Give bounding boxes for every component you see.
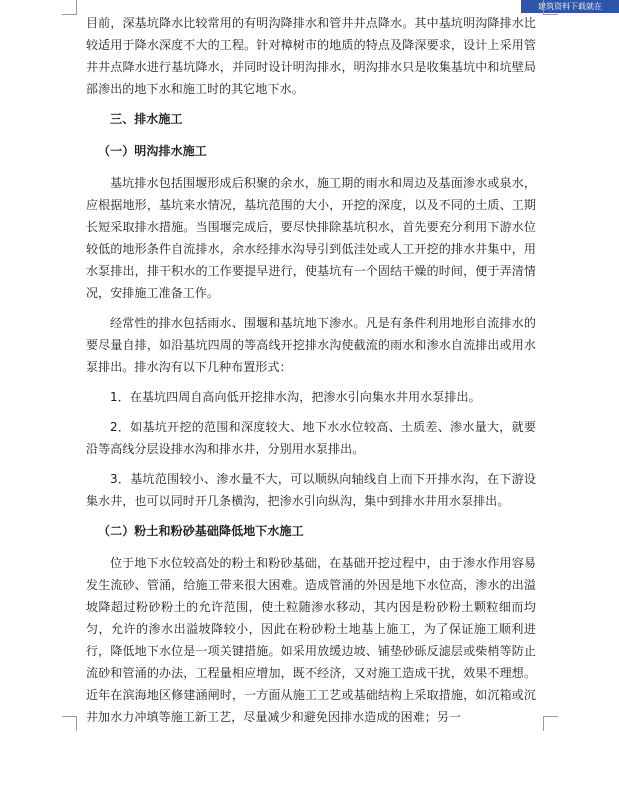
page-corner-mark-top-left: [62, 0, 77, 15]
list-item-3: 3．基坑范围较小、渗水量不大，可以顺纵向轴线自上而下开排水沟，在下游设集水井，也可以同时开几条横沟，把渗水引向纵沟，集中到排水井用水泵排出。: [86, 472, 536, 508]
page-corner-mark-bottom-left: [62, 716, 77, 731]
list-item-2: 2．如基坑开挖的范围和深度较大、地下水水位较高、土质差、渗水量大，就要沿等高线分层设排水沟和排水井，分别用水泵排出。: [86, 420, 536, 456]
document-body: [86, 12, 536, 736]
subsection-heading-open-ditch: （一）明沟排水施工: [98, 144, 207, 158]
watermark-banner: 建筑资料下载就在: [521, 0, 619, 13]
paragraph-routine-drainage: 经常性的排水包括雨水、围堰和基坑地下渗水。凡是有条件利用地形自流排水的要尽量自排，如沿基坑四周的等高线开挖排水沟使截流的雨水和渗水自流排出或用水泵排出。排水沟有以下几种布置形式：: [86, 316, 536, 374]
page-corner-mark-bottom-right: [543, 716, 558, 731]
paragraph-silt-sand-foundation: 位于地下水位较高处的粉土和粉砂基础，在基础开挖过程中，由于渗水作用容易发生流砂、管涌，给施工带来很大困难。造成管涌的外因是地下水位高，渗水的出溢坡降超过粉砂粉土的允许范围，使土粒随渗水移动，其内因是粉砂粉土颗粒细而均匀，允许的渗水出溢坡降较小，因此在粉砂粉土地基上施工，为了保证施工顺利进行，降低地下水位是一项关键措施。如采用放缓边坡、铺垫砂砾反滤层或柴梢等防止流砂和管涌的办法，工程量相应增加，既不经济，又对施工造成干扰，效果不理想。近年在滨海地区修建涵闸时，一方面从施工工艺或基础结构上采取措施，如沉箱或沉井加水力冲填等施工新工艺，尽量减少和避免因排水造成的困难；另一: [86, 556, 536, 724]
list-item-1: 1．在基坑四周自高向低开挖排水沟，把渗水引向集水井用水泵排出。: [110, 390, 481, 404]
paragraph-dewatering-overview: 目前，深基坑降水比较常用的有明沟降排水和管井井点降水。其中基坑明沟降排水比较适用于降水深度不大的工程。针对樟树市的地质的特点及降深要求，设计上采用管井井点降水进行基坑降水，并同时设计明沟排水，明沟排水只是收集基坑中和坑壁局部渗出的地下水和施工时的其它地下水。: [86, 16, 536, 96]
page-corner-mark-top-right: [543, 0, 558, 15]
paragraph-pit-drainage: 基坑排水包括围堰形成后积聚的余水，施工期的雨水和周边及基面渗水或泉水，应根据地形，基坑来水情况，基坑范围的大小，开挖的深度，以及不同的土质、工期长短采取排水措施。当围堰完成后，要尽快排除基坑积水，首先要充分利用下游水位较低的地形条件自流排水，余水经排水沟导引到低洼处或人工开挖的排水井集中，用水泵排出，排干积水的工作要提早进行，使基坑有一个固结干燥的时间，便于弄清情况，安排施工准备工作。: [86, 176, 536, 300]
section-heading-drainage: 三、排水施工: [110, 112, 183, 126]
subsection-heading-silt-sand: （二）粉土和粉砂基础降低地下水施工: [98, 524, 304, 538]
